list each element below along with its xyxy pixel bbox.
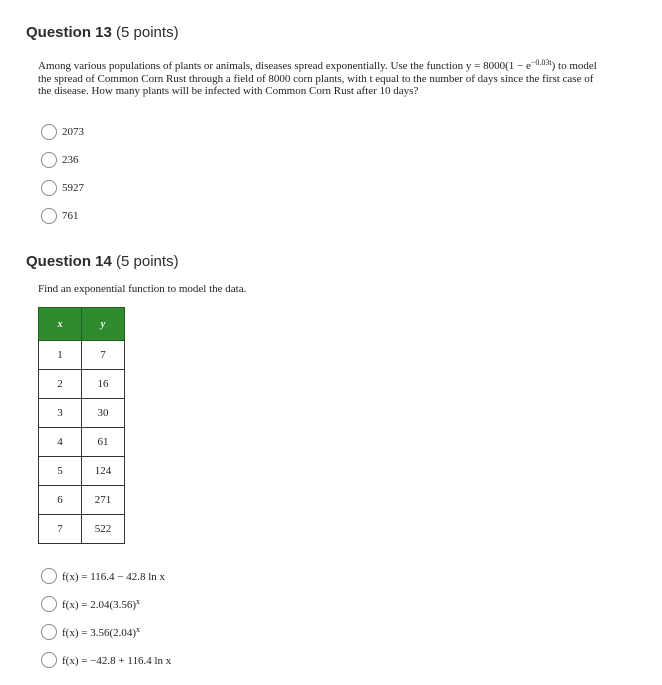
radio-button[interactable] [41,596,57,612]
question-14-label: Question 14 [26,253,112,270]
table-cell: 16 [82,370,125,399]
question-14-text: Find an exponential function to model the data. [38,283,247,295]
table-cell: 2 [39,370,82,399]
radio-button[interactable] [41,208,57,224]
q14-option-4[interactable] [41,646,171,674]
table-row [39,515,125,544]
q14-option-4-label [62,653,171,667]
table-cell: 4 [39,428,82,457]
question-14-options [41,562,171,674]
q14-option-2-label [62,597,140,611]
table-cell: 7 [39,515,82,544]
function-exponent: −0.03t [530,58,552,67]
radio-button[interactable] [41,624,57,640]
q13-option-2-label: 236 [62,154,79,166]
question-13-function [466,60,555,72]
q13-option-1-label: 2073 [62,126,84,138]
question-14-points: (5 points) [116,253,179,270]
radio-button[interactable] [41,124,57,140]
radio-button[interactable] [41,152,57,168]
option-formula: f(x) = 3.56(2.04) [62,627,137,639]
table-cell: 61 [82,428,125,457]
table-row [39,428,125,457]
option-formula: f(x) = 116.4 − 42.8 ln x [62,571,166,583]
radio-button[interactable] [41,652,57,668]
q14-option-2[interactable] [41,590,171,618]
table-row [39,457,125,486]
option-formula: f(x) = 2.04(3.56) [62,599,137,611]
question-13-options [41,118,84,230]
function-base: y = 8000(1 − e [465,60,531,72]
table-cell: 30 [82,399,125,428]
question-13-text-prefix: Among various populations of plants or animals, diseases spread exponentially. Use the function [38,60,466,72]
question-13-text-suffix: to model the spread of Common Corn Rust through a field of 8000 corn plants, with t equal to the number of days since the first case of the disease. How many plants will be infected with Common Corn Rust after 10 days? [38,60,597,97]
question-13-title [26,24,179,41]
table-header-x: x [39,308,82,341]
question-13-label: Question 13 [26,24,112,41]
option-exponent: x [136,625,141,634]
q13-option-3[interactable] [41,174,84,202]
question-13-points: (5 points) [116,24,179,41]
table-cell: 271 [82,486,125,515]
table-cell: 5 [39,457,82,486]
q14-option-1[interactable] [41,562,171,590]
q13-option-4[interactable] [41,202,84,230]
q13-option-2[interactable] [41,146,84,174]
q13-option-3-label: 5927 [62,182,84,194]
q14-option-3-label [62,625,140,639]
table-row [39,370,125,399]
data-table [38,307,125,544]
radio-button[interactable] [41,180,57,196]
table-cell: 522 [82,515,125,544]
table-header-row [39,308,125,341]
function-end: ) [551,60,556,72]
table-row [39,399,125,428]
q14-option-3[interactable] [41,618,171,646]
table-cell: 3 [39,399,82,428]
table-header-y: y [82,308,125,341]
question-13-text [38,57,598,98]
q13-option-1[interactable] [41,118,84,146]
q13-option-4-label: 761 [62,210,79,222]
table-row [39,341,125,370]
option-formula: f(x) = −42.8 + 116.4 ln x [62,655,172,667]
table-cell: 7 [82,341,125,370]
option-exponent: x [136,597,141,606]
table-cell: 124 [82,457,125,486]
radio-button[interactable] [41,568,57,584]
table-cell: 1 [39,341,82,370]
table-row [39,486,125,515]
table-cell: 6 [39,486,82,515]
question-14-title [26,253,179,270]
q14-option-1-label [62,569,165,583]
